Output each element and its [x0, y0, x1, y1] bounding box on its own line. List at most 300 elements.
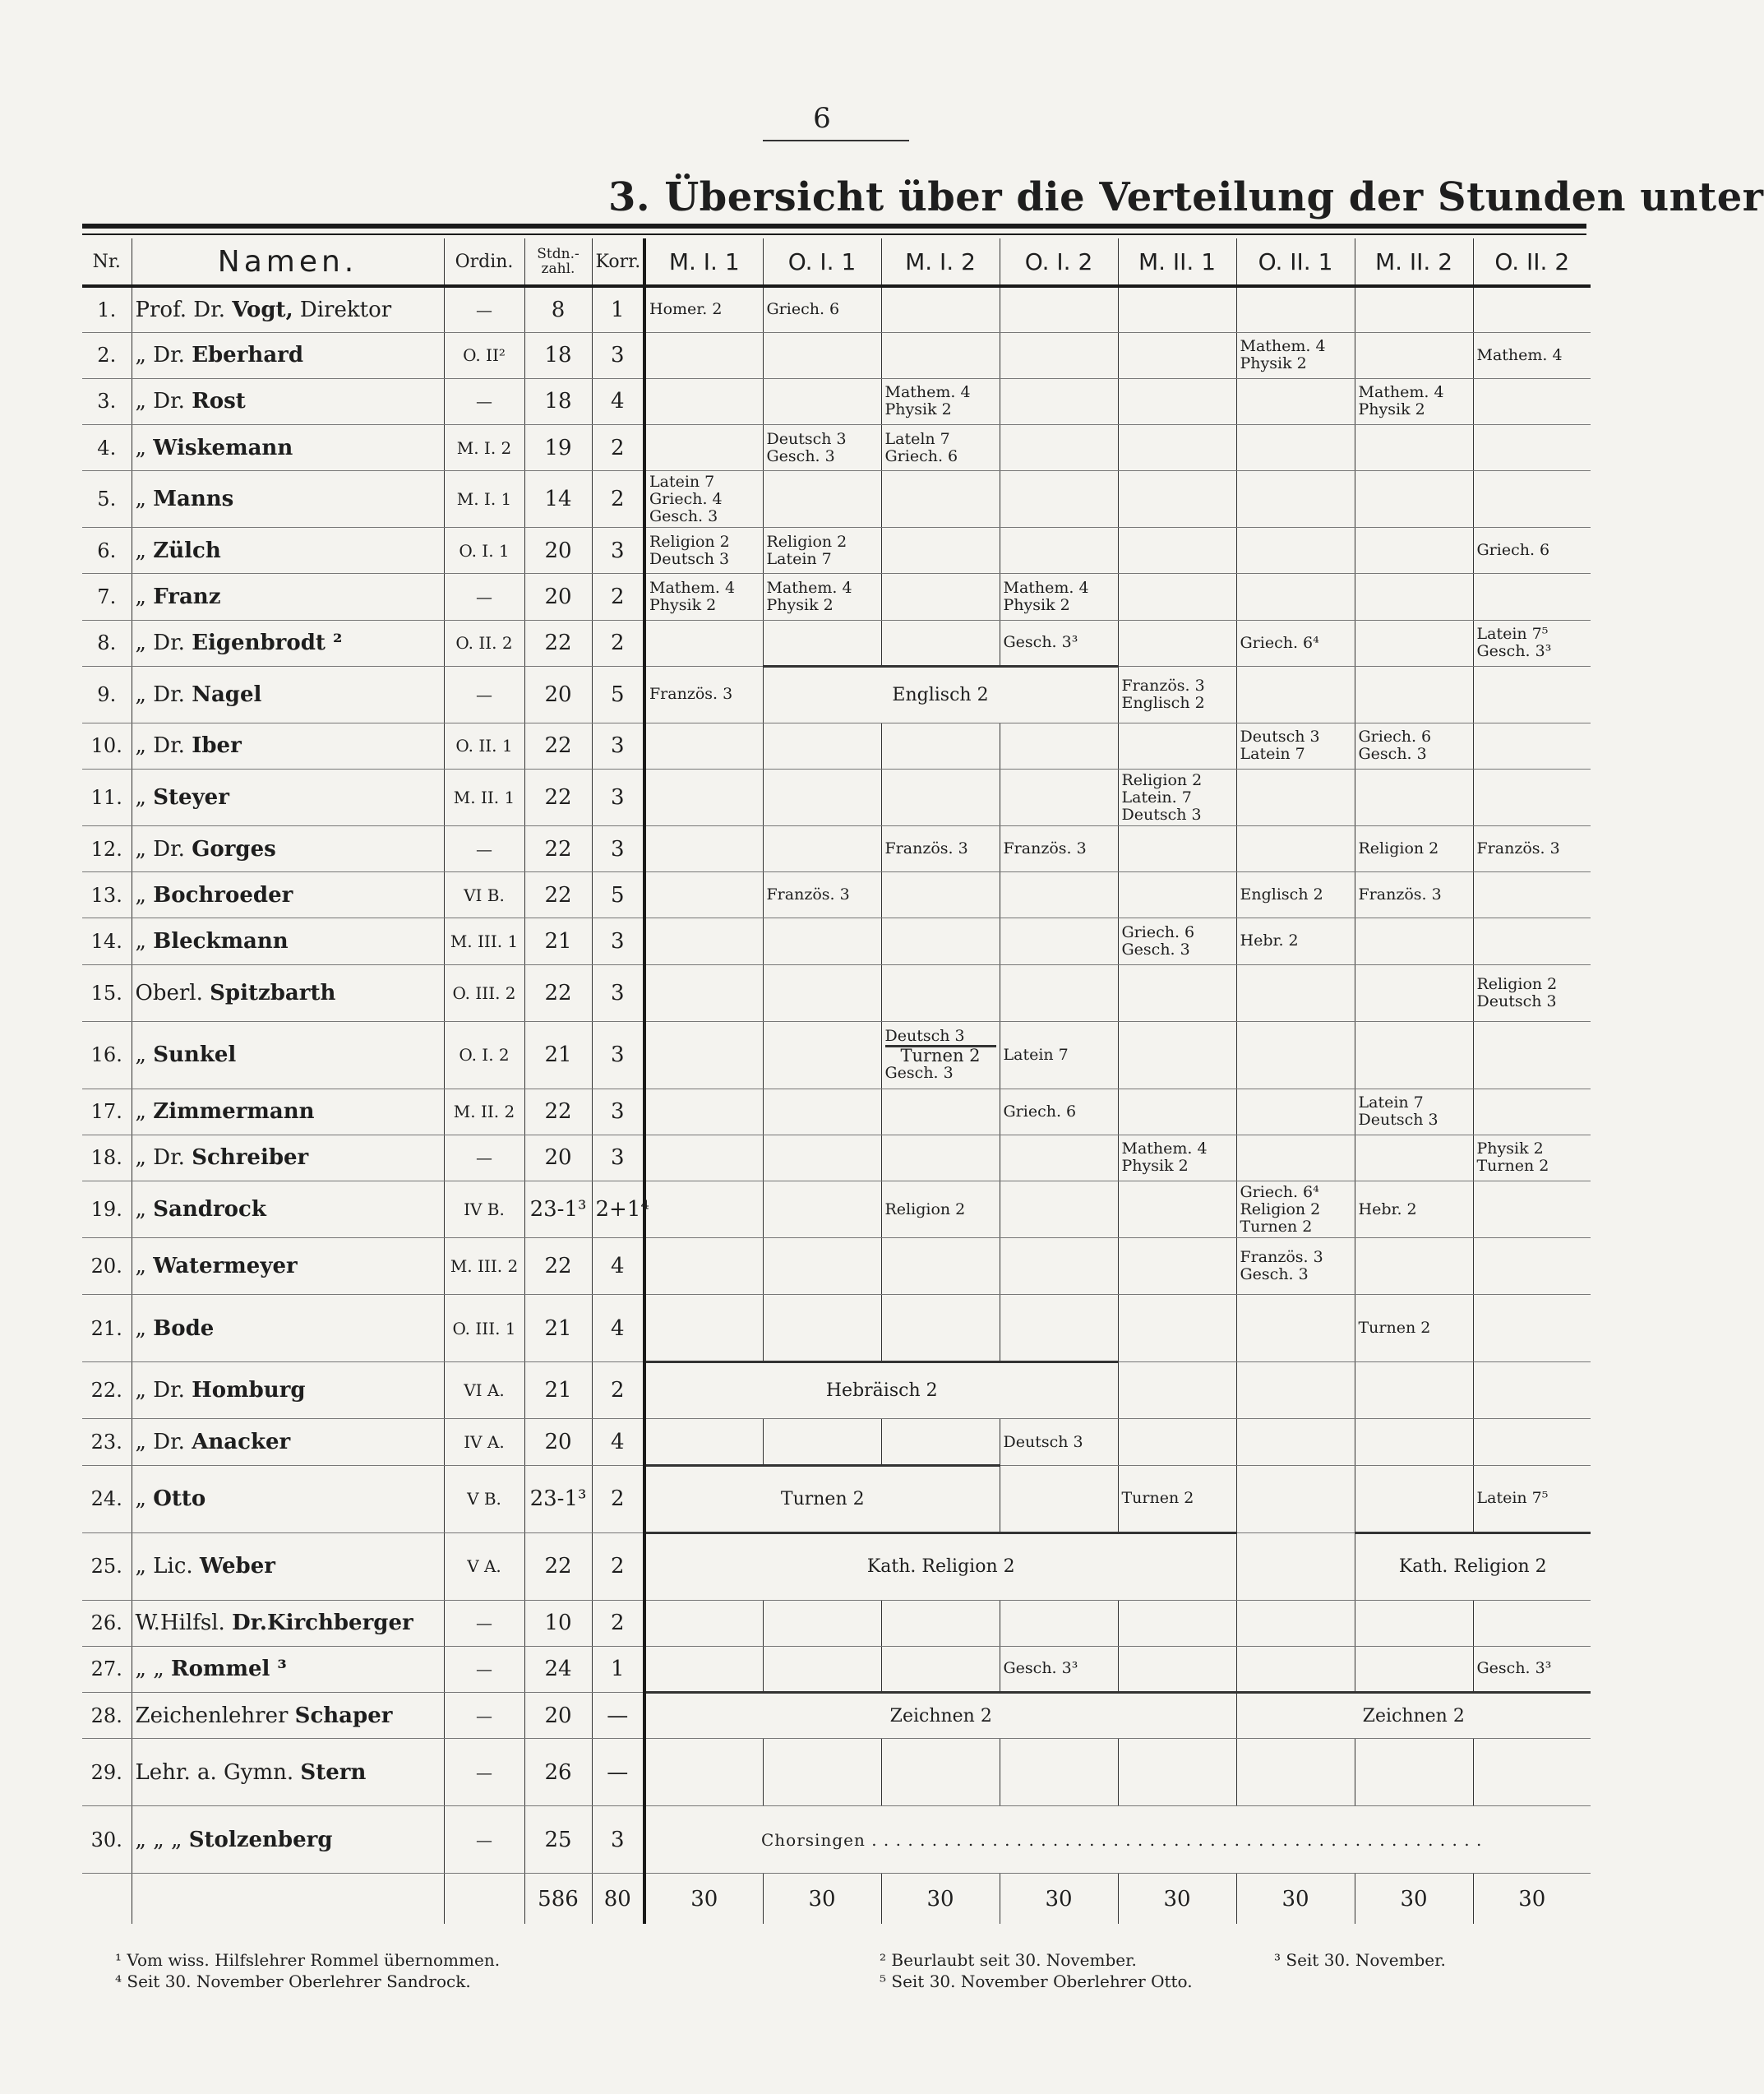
table-row — [82, 574, 1591, 620]
subject-cell — [1355, 1419, 1473, 1465]
row-nr: 28. — [82, 1693, 132, 1739]
teacher-name — [132, 964, 444, 1021]
col-class: O. II. 2 — [1473, 238, 1591, 286]
subject-cell — [1473, 574, 1591, 620]
teacher-surname: Spitzbarth — [210, 980, 336, 1005]
subject-cell — [1236, 378, 1355, 424]
row-nr: 14. — [82, 918, 132, 964]
ordin-cell: V B. — [444, 1465, 524, 1532]
subject-cell — [1473, 378, 1591, 424]
subject-cell — [1236, 1089, 1355, 1135]
subject-cell — [1000, 1465, 1118, 1532]
subject-cell — [1355, 1646, 1473, 1692]
subject-cell — [1118, 378, 1236, 424]
stdn-cell: 22 — [524, 723, 592, 769]
subject-cell — [1118, 1739, 1236, 1806]
totals-name — [132, 1874, 444, 1924]
teacher-name — [132, 378, 444, 424]
stdn-cell: 26 — [524, 1739, 592, 1806]
subject-cell — [644, 1089, 763, 1135]
col-class: O. II. 1 — [1236, 238, 1355, 286]
stdn-cell: 22 — [524, 769, 592, 825]
korr-cell: 1 — [592, 1646, 644, 1692]
teacher-surname: Zülch — [153, 538, 221, 563]
subject-cell — [1000, 872, 1118, 918]
subject-cell: Mathem. 4 Physik 2 — [763, 574, 881, 620]
subject-cell — [1473, 471, 1591, 528]
subject-cell — [1355, 1465, 1473, 1532]
subject-cell — [763, 620, 881, 666]
stdn-cell: 21 — [524, 918, 592, 964]
subject-cell: Hebr. 2 — [1236, 918, 1355, 964]
teacher-name — [132, 1693, 444, 1739]
teacher-surname: Weber — [199, 1554, 275, 1579]
subject-cell — [644, 1135, 763, 1181]
row-nr: 15. — [82, 964, 132, 1021]
ordin-cell: M. II. 2 — [444, 1089, 524, 1135]
subject-cell — [881, 1295, 1000, 1362]
subject-cell: Religion 2 Deutsch 3 — [1473, 964, 1591, 1021]
subject-span: Zeichnen 2 — [1236, 1693, 1591, 1739]
subject-cell: Lateln 7 Griech. 6 — [881, 424, 1000, 470]
teacher-surname: Rost — [192, 389, 246, 414]
teacher-name — [132, 286, 444, 332]
teacher-surname: Stern — [300, 1759, 367, 1785]
teacher-name — [132, 1135, 444, 1181]
stdn-cell: 21 — [524, 1362, 592, 1419]
subject-cell — [644, 1238, 763, 1295]
teacher-name — [132, 1021, 444, 1089]
subject-cell — [1118, 1600, 1236, 1646]
teacher-prefix: „ Dr. — [135, 682, 185, 707]
korr-cell: 5 — [592, 666, 644, 723]
row-nr: 13. — [82, 872, 132, 918]
subject-cell — [763, 1646, 881, 1692]
teacher-name — [132, 1089, 444, 1135]
subject-cell — [881, 1021, 1000, 1089]
stdn-cell: 22 — [524, 872, 592, 918]
korr-cell: 2+1⁴ — [592, 1181, 644, 1238]
korr-cell: 2 — [592, 620, 644, 666]
subject-cell — [763, 1135, 881, 1181]
subject-cell — [1000, 528, 1118, 574]
table-row — [82, 1532, 1591, 1600]
subject-cell: Französ. 3 — [1000, 826, 1118, 872]
subject-cell — [763, 1739, 881, 1806]
subject-cell — [644, 1021, 763, 1089]
subject-cell — [763, 1238, 881, 1295]
teacher-prefix: „ — [135, 1042, 146, 1068]
subject-cell — [1355, 620, 1473, 666]
row-nr: 6. — [82, 528, 132, 574]
teacher-prefix: „ Dr. — [135, 836, 185, 862]
subject-cell — [644, 1600, 763, 1646]
ordin-cell: M. III. 1 — [444, 918, 524, 964]
teacher-surname: Bleckmann — [153, 928, 289, 954]
subject-cell — [1118, 1362, 1236, 1419]
subject-line: Deutsch 3 — [884, 1027, 965, 1046]
table-row — [82, 1021, 1591, 1089]
schedule-table — [82, 238, 1591, 1924]
page-number: 6 — [813, 102, 831, 135]
korr-cell: 4 — [592, 378, 644, 424]
table-row — [82, 1135, 1591, 1181]
subject-cell — [1473, 1295, 1591, 1362]
subject-cell — [644, 332, 763, 378]
col-nr: Nr. — [82, 238, 132, 286]
subject-cell: Griech. 6⁴ — [1236, 620, 1355, 666]
subject-cell — [644, 826, 763, 872]
ordin-cell: O. II. 1 — [444, 723, 524, 769]
subject-cell — [1473, 1362, 1591, 1419]
subject-cell — [1118, 1295, 1236, 1362]
subject-cell: Religion 2 Deutsch 3 — [644, 528, 763, 574]
subject-cell — [1236, 769, 1355, 825]
subject-cell: Griech. 6⁴ Religion 2 Turnen 2 — [1236, 1181, 1355, 1238]
subject-span: Chorsingen . . . . . . . . . . . . . . . . . . . . . . . . . . . . . . . . . . . . . . . . . . . . . . . . . . . — [644, 1806, 1591, 1874]
subject-cell: Gesch. 3³ — [1473, 1646, 1591, 1692]
teacher-surname: Stolzenberg — [188, 1827, 333, 1852]
subject-cell — [1000, 424, 1118, 470]
subject-cell: Französ. 3 — [763, 872, 881, 918]
table-row — [82, 1739, 1591, 1806]
teacher-name — [132, 872, 444, 918]
col-class: O. I. 1 — [763, 238, 881, 286]
korr-cell: 3 — [592, 826, 644, 872]
table-row — [82, 723, 1591, 769]
teacher-surname: Rommel ³ — [170, 1657, 287, 1682]
subject-cell — [1000, 286, 1118, 332]
row-nr: 3. — [82, 378, 132, 424]
teacher-prefix: „ — [135, 435, 146, 460]
teacher-surname: Vogt, — [232, 297, 293, 322]
korr-cell: 1 — [592, 286, 644, 332]
stdn-cell: 25 — [524, 1806, 592, 1874]
table-row — [82, 332, 1591, 378]
ordin-cell: — — [444, 286, 524, 332]
ordin-cell: O. II. 2 — [444, 620, 524, 666]
subject-cell — [1236, 1646, 1355, 1692]
teacher-name — [132, 1362, 444, 1419]
teacher-name — [132, 1238, 444, 1295]
subject-cell — [1000, 1295, 1118, 1362]
stdn-cell: 22 — [524, 1532, 592, 1600]
subject-cell — [881, 1238, 1000, 1295]
subject-cell — [1473, 666, 1591, 723]
ordin-cell: V A. — [444, 1532, 524, 1600]
subject-cell: Turnen 2 — [1118, 1465, 1236, 1532]
subject-cell — [1355, 471, 1473, 528]
stdn-cell: 20 — [524, 574, 592, 620]
subject-cell — [763, 1181, 881, 1238]
subject-cell — [881, 286, 1000, 332]
row-nr: 1. — [82, 286, 132, 332]
table-row — [82, 1465, 1591, 1532]
teacher-name — [132, 666, 444, 723]
teacher-prefix: „ — [135, 1099, 146, 1125]
stdn-cell: 10 — [524, 1600, 592, 1646]
subject-cell — [1236, 574, 1355, 620]
totals-row — [82, 1874, 1591, 1924]
stdn-cell: 22 — [524, 1089, 592, 1135]
teacher-suffix: Direktor — [299, 297, 392, 322]
subject-cell: Gesch. 3³ — [1000, 620, 1118, 666]
header-row — [82, 238, 1591, 286]
subject-cell — [1473, 1089, 1591, 1135]
row-nr: 30. — [82, 1806, 132, 1874]
ordin-cell: IV A. — [444, 1419, 524, 1465]
subject-cell — [1473, 1419, 1591, 1465]
teacher-prefix: „ — [135, 1254, 146, 1279]
subject-cell: Englisch 2 — [1236, 872, 1355, 918]
subject-cell: Latein 7 — [1000, 1021, 1118, 1089]
subject-span: Zeichnen 2 — [644, 1693, 1236, 1739]
stdn-cell: 20 — [524, 1693, 592, 1739]
stdn-cell: 22 — [524, 826, 592, 872]
footnote-5: ⁵ Seit 30. November Oberlehrer Otto. — [880, 1972, 1193, 1991]
subject-cell — [881, 528, 1000, 574]
stdn-cell: 18 — [524, 332, 592, 378]
subject-cell: Hebr. 2 — [1355, 1181, 1473, 1238]
subject-cell — [644, 1419, 763, 1465]
teacher-surname: Iber — [192, 733, 242, 759]
subject-cell — [1473, 769, 1591, 825]
subject-cell — [1000, 332, 1118, 378]
subject-cell — [1355, 1362, 1473, 1419]
subject-cell — [1000, 1238, 1118, 1295]
subject-cell — [644, 1181, 763, 1238]
row-nr: 29. — [82, 1739, 132, 1806]
subject-cell — [1473, 723, 1591, 769]
teacher-name — [132, 1532, 444, 1600]
row-nr: 5. — [82, 471, 132, 528]
teacher-surname: Sunkel — [153, 1042, 237, 1068]
teacher-prefix: „ Dr. — [135, 631, 185, 656]
subject-cell — [1000, 1181, 1118, 1238]
totals-class: 30 — [1473, 1874, 1591, 1924]
subject-cell: Physik 2 Turnen 2 — [1473, 1135, 1591, 1181]
subject-cell — [881, 872, 1000, 918]
subject-span: Englisch 2 — [763, 666, 1118, 723]
stdn-cell: 20 — [524, 528, 592, 574]
subject-cell — [644, 424, 763, 470]
stdn-cell: 21 — [524, 1295, 592, 1362]
stdn-cell: 23-1³ — [524, 1465, 592, 1532]
teacher-prefix: „ Dr. — [135, 733, 185, 759]
korr-cell: 2 — [592, 1600, 644, 1646]
subject-cell — [881, 1135, 1000, 1181]
stdn-cell: 8 — [524, 286, 592, 332]
subject-cell — [644, 1646, 763, 1692]
table-row — [82, 1693, 1591, 1739]
stdn-cell: 22 — [524, 1238, 592, 1295]
table-row — [82, 620, 1591, 666]
subject-cell — [763, 1419, 881, 1465]
footnote-3: ³ Seit 30. November. — [1274, 1950, 1446, 1970]
korr-cell: 2 — [592, 424, 644, 470]
teacher-name — [132, 620, 444, 666]
teacher-surname: Otto — [153, 1486, 206, 1512]
teacher-surname: Sandrock — [153, 1197, 266, 1223]
teacher-prefix: Prof. Dr. — [135, 297, 225, 322]
row-nr: 23. — [82, 1419, 132, 1465]
teacher-name — [132, 471, 444, 528]
ordin-cell: O. II² — [444, 332, 524, 378]
teacher-prefix: „ — [135, 1486, 146, 1512]
ordin-cell: — — [444, 826, 524, 872]
teacher-surname: Anacker — [192, 1430, 291, 1454]
subject-cell — [644, 378, 763, 424]
teacher-name — [132, 1646, 444, 1692]
row-nr: 4. — [82, 424, 132, 470]
table-row — [82, 1806, 1591, 1874]
ordin-cell: — — [444, 1135, 524, 1181]
subject-cell — [1236, 1021, 1355, 1089]
subject-cell — [1000, 1135, 1118, 1181]
subject-cell — [1236, 424, 1355, 470]
subject-cell: Deutsch 3 Latein 7 — [1236, 723, 1355, 769]
subject-cell — [881, 471, 1000, 528]
subject-cell — [1000, 918, 1118, 964]
teacher-surname: Nagel — [192, 682, 262, 707]
subject-cell — [1000, 1739, 1118, 1806]
subject-cell: Mathem. 4 Physik 2 — [1000, 574, 1118, 620]
teacher-prefix: „ Lic. — [135, 1554, 193, 1579]
ordin-cell: — — [444, 1600, 524, 1646]
korr-cell: 3 — [592, 528, 644, 574]
ordin-cell: O. III. 1 — [444, 1295, 524, 1362]
totals-class: 30 — [644, 1874, 763, 1924]
subject-cell — [1236, 1362, 1355, 1419]
subject-cell: Französ. 3 — [881, 826, 1000, 872]
subject-cell — [1236, 286, 1355, 332]
subject-cell: Französ. 3 — [1473, 826, 1591, 872]
totals-class: 30 — [1236, 1874, 1355, 1924]
subject-cell — [1118, 1021, 1236, 1089]
stdn-cell: 20 — [524, 1135, 592, 1181]
totals-nr — [82, 1874, 132, 1924]
stdn-cell: 24 — [524, 1646, 592, 1692]
subject-cell: Deutsch 3 — [1000, 1419, 1118, 1465]
teacher-name — [132, 424, 444, 470]
subject-cell — [1236, 964, 1355, 1021]
subject-cell — [881, 964, 1000, 1021]
teacher-prefix: „ Dr. — [135, 1378, 185, 1403]
korr-cell: 4 — [592, 1295, 644, 1362]
subject-cell — [1355, 964, 1473, 1021]
teacher-prefix: W.Hilfsl. — [135, 1611, 225, 1636]
table-row — [82, 471, 1591, 528]
subject-cell — [1118, 723, 1236, 769]
page-title: 3. Übersicht über die Verteilung der Stunden unter — [608, 174, 1764, 220]
row-nr: 25. — [82, 1532, 132, 1600]
subject-cell — [644, 918, 763, 964]
ordin-cell: — — [444, 378, 524, 424]
subject-cell: Griech. 6 — [763, 286, 881, 332]
table-row — [82, 826, 1591, 872]
subject-cell — [644, 769, 763, 825]
teacher-name — [132, 723, 444, 769]
subject-span: Kath. Religion 2 — [1355, 1532, 1591, 1600]
teacher-surname: Manns — [153, 487, 234, 512]
subject-cell: Religion 2 — [881, 1181, 1000, 1238]
subject-cell — [1355, 666, 1473, 723]
ordin-cell: — — [444, 666, 524, 723]
subject-cell: Religion 2 Latein. 7 Deutsch 3 — [1118, 769, 1236, 825]
subject-cell — [1236, 1532, 1355, 1600]
table-row — [82, 918, 1591, 964]
page-number-rule — [763, 140, 909, 141]
ordin-cell: O. I. 2 — [444, 1021, 524, 1089]
teacher-name — [132, 1739, 444, 1806]
subject-cell: Griech. 6 Gesch. 3 — [1355, 723, 1473, 769]
totals-class: 30 — [881, 1874, 1000, 1924]
teacher-name — [132, 1295, 444, 1362]
subject-cell — [1355, 528, 1473, 574]
subject-cell — [1355, 286, 1473, 332]
row-nr: 12. — [82, 826, 132, 872]
ordin-cell: M. III. 2 — [444, 1238, 524, 1295]
subject-cell — [1473, 1021, 1591, 1089]
teacher-surname: Franz — [153, 584, 221, 609]
subject-cell — [1000, 723, 1118, 769]
stdn-cell: 22 — [524, 964, 592, 1021]
subject-cell — [881, 332, 1000, 378]
teacher-surname: Eberhard — [192, 343, 304, 368]
ordin-cell: — — [444, 574, 524, 620]
table-row — [82, 286, 1591, 332]
table-row — [82, 1362, 1591, 1419]
stdn-cell: 19 — [524, 424, 592, 470]
korr-cell: 2 — [592, 574, 644, 620]
subject-cell — [1000, 1600, 1118, 1646]
teacher-name — [132, 1600, 444, 1646]
teacher-name — [132, 1419, 444, 1465]
korr-cell: 5 — [592, 872, 644, 918]
subject-cell: Deutsch 3 Gesch. 3 — [763, 424, 881, 470]
subject-cell — [763, 471, 881, 528]
stdn-cell: 20 — [524, 1419, 592, 1465]
stdn-cell: 20 — [524, 666, 592, 723]
subject-cell — [763, 1089, 881, 1135]
ordin-cell: — — [444, 1693, 524, 1739]
korr-cell: 4 — [592, 1419, 644, 1465]
subject-cell — [1355, 769, 1473, 825]
teacher-prefix: „ „ — [135, 1657, 164, 1682]
subject-cell: Religion 2 — [1355, 826, 1473, 872]
korr-cell: 3 — [592, 1135, 644, 1181]
row-nr: 17. — [82, 1089, 132, 1135]
subject-cell — [763, 1600, 881, 1646]
teacher-name — [132, 528, 444, 574]
subject-cell: Turnen 2 — [1355, 1295, 1473, 1362]
teacher-prefix: „ — [135, 928, 146, 954]
subject-cell — [1236, 471, 1355, 528]
teacher-name — [132, 332, 444, 378]
subject-span: Turnen 2 — [885, 1045, 996, 1065]
col-class: M. I. 1 — [644, 238, 763, 286]
table-row — [82, 528, 1591, 574]
subject-cell — [1236, 528, 1355, 574]
subject-cell — [763, 826, 881, 872]
subject-cell — [881, 620, 1000, 666]
subject-cell — [1118, 964, 1236, 1021]
teacher-prefix: Oberl. — [135, 980, 203, 1005]
teacher-prefix: „ — [135, 882, 146, 908]
totals-class: 30 — [1118, 1874, 1236, 1924]
row-nr: 11. — [82, 769, 132, 825]
subject-cell: Homer. 2 — [644, 286, 763, 332]
